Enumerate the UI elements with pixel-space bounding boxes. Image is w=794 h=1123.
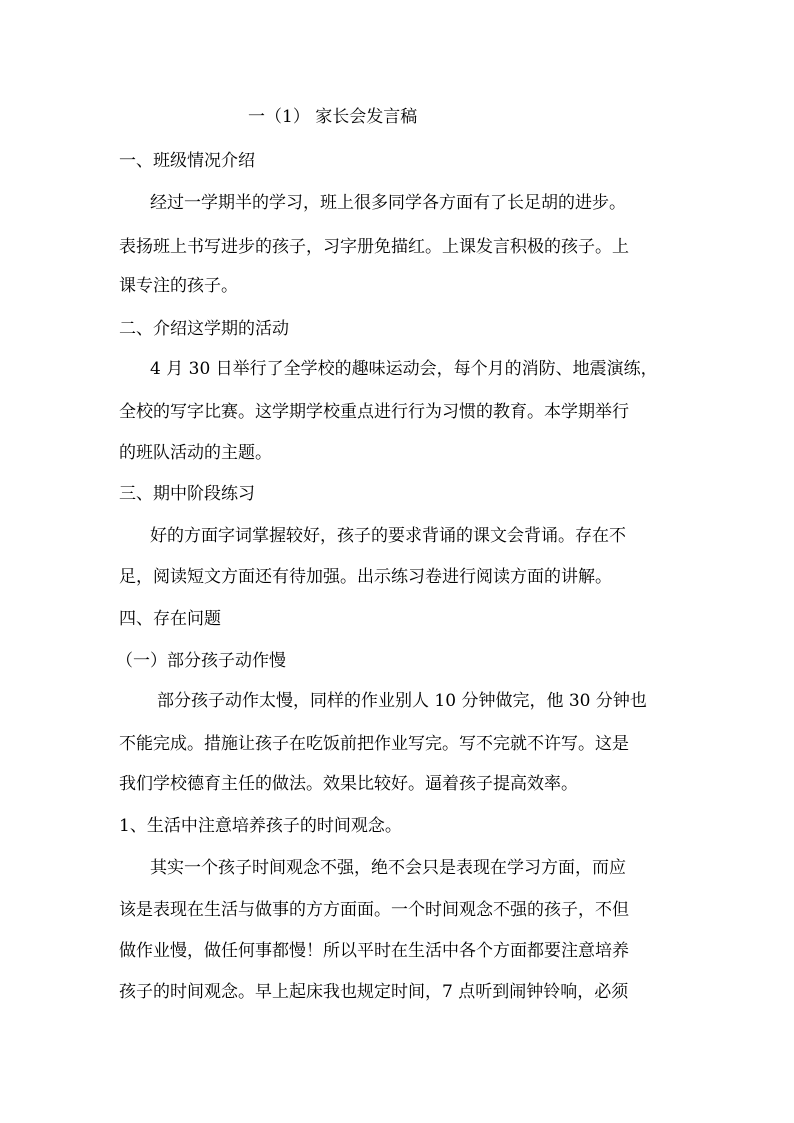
- section2-line-3: 的班队活动的主题。: [119, 443, 272, 463]
- section1-line-1: 经过一学期半的学习，班上很多同学各方面有了长足胡的进步。: [150, 193, 626, 213]
- point1-heading: 1、生活中注意培养孩子的时间观念。: [119, 816, 402, 836]
- section2-line-1: 4 月 30 日举行了全学校的趣味运动会，每个月的消防、地震演练，: [150, 359, 658, 379]
- point1-line-2: 该是表现在生活与做事的方方面面。一个时间观念不强的孩子，不但: [119, 900, 629, 920]
- section1-heading: 一、班级情况介绍: [119, 151, 255, 171]
- document-title: 一（1） 家长会发言稿: [248, 107, 418, 127]
- section4-line-2: 不能完成。措施让孩子在吃饭前把作业写完。写不完就不许写。这是: [119, 734, 629, 754]
- section2-heading: 二、介绍这学期的活动: [119, 319, 289, 339]
- section3-line-1: 好的方面字词掌握较好，孩子的要求背诵的课文会背诵。存在不: [150, 526, 626, 546]
- section4-line-1: 部分孩子动作太慢，同样的作业别人 10 分钟做完，他 30 分钟也: [157, 691, 647, 711]
- section3-line-2: 足，阅读短文方面还有待加强。出示练习卷进行阅读方面的讲解。: [119, 567, 612, 587]
- section1-line-3: 课专注的孩子。: [119, 276, 238, 296]
- point1-line-1: 其实一个孩子时间观念不强，绝不会只是表现在学习方面，而应: [150, 858, 626, 878]
- section3-heading: 三、期中阶段练习: [119, 484, 255, 504]
- section4-line-3: 我们学校德育主任的做法。效果比较好。逼着孩子提高效率。: [119, 774, 578, 794]
- section4-heading: 四、存在问题: [119, 609, 221, 629]
- point1-line-4: 孩子的时间观念。早上起床我也规定时间，7 点听到闹钟铃响，必须: [119, 982, 629, 1002]
- point1-line-3: 做作业慢，做任何事都慢！所以平时在生活中各个方面都要注意培养: [119, 941, 629, 961]
- section2-line-2: 全校的写字比赛。这学期学校重点进行行为习惯的教育。本学期举行: [119, 402, 629, 422]
- section4-subheading: （一）部分孩子动作慢: [116, 651, 286, 671]
- section1-line-2: 表扬班上书写进步的孩子，习字册免描红。上课发言积极的孩子。上: [119, 237, 629, 257]
